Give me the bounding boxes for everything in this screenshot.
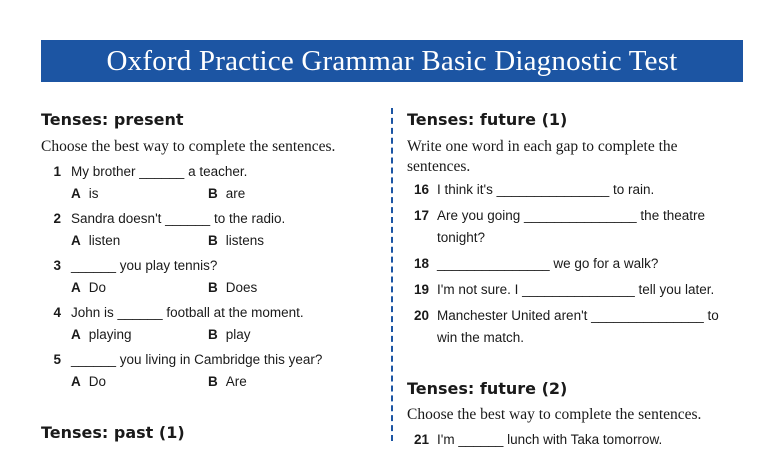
question-16: [407, 179, 737, 201]
option-a[interactable]: A Do: [71, 280, 107, 295]
option-b[interactable]: B are: [208, 186, 246, 201]
option-a[interactable]: A playing: [71, 327, 132, 342]
question-number: 2: [53, 211, 61, 226]
section-heading-present: Tenses: present: [41, 110, 184, 129]
question-text[interactable]: Are you going _______________ the theatre: [437, 208, 705, 223]
question-17: [407, 205, 737, 249]
question-text[interactable]: I'm not sure. I _______________ tell you later.: [437, 282, 715, 297]
question-number: 5: [53, 352, 61, 367]
question-number: 3: [53, 258, 61, 273]
question-5: [41, 349, 381, 393]
question-3: [41, 255, 381, 299]
question-text: My brother ______ a teacher.: [71, 164, 248, 179]
question-number: 17: [413, 208, 429, 223]
question-4: [41, 302, 381, 346]
question-text[interactable]: I think it's _______________ to rain.: [437, 182, 655, 197]
section-heading-future-1: Tenses: future (1): [407, 110, 568, 129]
question-number: 16: [413, 182, 429, 197]
left-column: [41, 108, 381, 445]
option-b[interactable]: B Does: [208, 280, 258, 295]
question-number: 4: [53, 305, 61, 320]
question-text-continued: tonight?: [437, 230, 486, 245]
option-a[interactable]: A Do: [71, 374, 107, 389]
option-a[interactable]: A listen: [71, 233, 121, 248]
question-text: ______ you living in Cambridge this year?: [71, 352, 323, 367]
option-a[interactable]: A is: [71, 186, 99, 201]
question-text[interactable]: _______________ we go for a walk?: [437, 256, 659, 271]
instruction-present: Choose the best way to complete the sentences.: [41, 138, 336, 155]
question-text: John is ______ football at the moment.: [71, 305, 304, 320]
question-text-continued: win the match.: [437, 330, 525, 345]
question-1: [41, 161, 381, 205]
question-2: [41, 208, 381, 252]
question-20: [407, 305, 737, 349]
section-heading-future-2: Tenses: future (2): [407, 379, 568, 398]
section-heading-past: Tenses: past (1): [41, 423, 185, 442]
question-18: [407, 253, 737, 275]
test-title: Oxford Practice Grammar Basic Diagnostic Test: [106, 44, 678, 77]
question-number: 20: [413, 308, 429, 323]
question-number: 19: [413, 282, 429, 297]
instruction-future-1: Write one word in each gap to complete the sentences.: [407, 138, 678, 175]
test-title-banner: [41, 40, 743, 82]
option-b[interactable]: B listens: [208, 233, 265, 248]
question-text: ______ you play tennis?: [71, 258, 218, 273]
question-text[interactable]: I'm ______ lunch with Taka tomorrow.: [437, 432, 663, 447]
question-21: [407, 429, 737, 451]
question-number: 18: [413, 256, 429, 271]
question-text: Sandra doesn't ______ to the radio.: [71, 211, 286, 226]
option-b[interactable]: B Are: [208, 374, 247, 389]
question-text[interactable]: Manchester United aren't _______________ to: [437, 308, 719, 323]
question-19: [407, 279, 737, 301]
column-divider: [391, 108, 393, 441]
instruction-future-2: Choose the best way to complete the sentences.: [407, 406, 702, 423]
right-column: [407, 108, 737, 451]
question-number: 21: [413, 432, 429, 447]
option-b[interactable]: B play: [208, 327, 251, 342]
question-number: 1: [53, 164, 61, 179]
